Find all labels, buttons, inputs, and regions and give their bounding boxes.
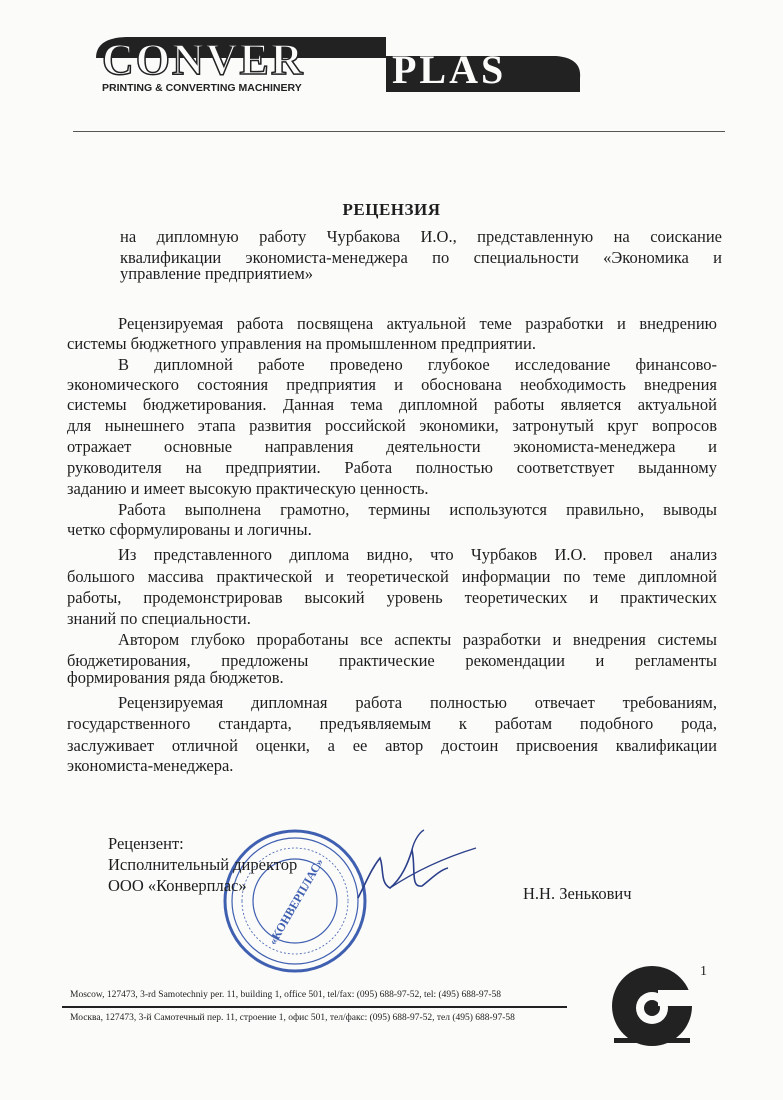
logo-wordmark-left: CONVER — [102, 35, 305, 84]
body-line: Рецензируемая дипломная работа полностью отвечает требованиям, — [118, 693, 717, 712]
body-line: системы бюджетирования. Данная тема дипломной работы является актуальной — [67, 395, 717, 414]
document-title: РЕЦЕНЗИЯ — [342, 200, 441, 219]
body-line: государственного стандарта, предъявляемым к работам подобного рода, — [67, 714, 717, 733]
logo-wordmark-right: PLAS — [392, 47, 507, 92]
company-stamp — [220, 826, 370, 976]
body-line: системы бюджетного управления на промышленном предприятии. — [67, 334, 536, 353]
subject-line: квалификации экономиста-менеджера по специальности «Экономика и — [120, 248, 722, 267]
body-line: работы, продемонстрировав высокий уровень теоретических и практических — [67, 588, 717, 607]
body-line: Из представленного диплома видно, что Чурбаков И.О. провел анализ — [118, 545, 717, 564]
handwritten-signature — [350, 828, 480, 908]
page-number: 1 — [700, 964, 707, 979]
body-line: экономиста-менеджера. — [67, 756, 234, 775]
body-line: экономического состояния предприятия и обоснована необходимость внедрения — [67, 375, 717, 394]
reviewer-label: Рецензент: — [108, 834, 184, 853]
footer-divider — [62, 1006, 567, 1008]
stamp-text: «КОНВЕРПЛАС» — [265, 855, 327, 948]
body-line: бюджетирования, предложены практические рекомендации и регламенты — [67, 651, 717, 670]
body-line: для нынешнего этапа развития российской экономики, затронутый круг вопросов — [67, 416, 717, 435]
body-line: Автором глубоко проработаны все аспекты разработки и внедрения системы — [118, 630, 717, 649]
body-line: формирования ряда бюджетов. — [67, 668, 284, 687]
body-line: отражает основные направления деятельности экономиста-менеджера и — [67, 437, 717, 456]
body-line: большого массива практической и теоретической информации по теме дипломной — [67, 567, 717, 586]
reviewer-company: ООО «Конверплас» — [108, 876, 247, 895]
body-line: В дипломной работе проведено глубокое исследование финансово- — [118, 355, 717, 374]
body-line: руководителя на предприятии. Работа полностью соответствует выданному — [67, 458, 717, 477]
body-line: заданию и имеет высокую практическую ценность. — [67, 479, 429, 498]
body-line: Рецензируемая работа посвящена актуальной теме разработки и внедрению — [118, 314, 717, 333]
body-line: заслуживает отличной оценки, а ее автор достоин присвоения квалификации — [67, 736, 717, 755]
body-line: четко сформулированы и логичны. — [67, 520, 312, 539]
header-divider — [73, 131, 725, 132]
company-logo — [86, 28, 586, 98]
footer-address-en: Moscow, 127473, 3-rd Samotechniy per. 11, building 1, office 501, tel/fax: (095) 688-97-52, tel: (495) 688-97-58 — [70, 990, 502, 1000]
body-line: Работа выполнена грамотно, термины используются правильно, выводы — [118, 500, 717, 519]
footer-emblem-icon — [606, 960, 698, 1052]
subject-line: управление предприятием» — [120, 264, 314, 283]
subject-line: на дипломную работу Чурбакова И.О., представленную на соискание — [120, 227, 722, 246]
footer-address-ru: Москва, 127473, 3-й Самотечный пер. 11, строение 1, офис 501, тел/факс: (095) 688-97-52, тел (495) 688-97-58 — [70, 1013, 515, 1023]
reviewer-position: Исполнительный директор — [108, 855, 298, 874]
body-line: знаний по специальности. — [67, 609, 251, 628]
logo-tagline: PRINTING & CONVERTING MACHINERY — [102, 82, 302, 94]
signer-name: Н.Н. Зенькович — [523, 884, 632, 903]
